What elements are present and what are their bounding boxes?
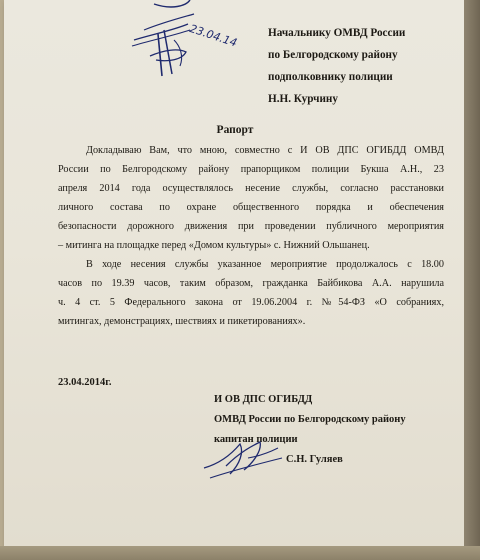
text-line: России по Белгородскому району прапорщиком полиции Букша А.Н., 23	[58, 164, 444, 175]
addressee-line: Н.Н. Курчину	[268, 93, 338, 105]
signer-position: И ОВ ДПС ОГИБДД	[214, 394, 313, 405]
paper-shadow-edge	[464, 0, 480, 560]
text-line: часов по 19.39 часов, таким образом, гражданка Байбикова А.А. нарушила	[58, 278, 444, 289]
addressee-line: Начальнику ОМВД России	[268, 27, 406, 39]
signer-department: ОМВД России по Белгородскому району	[214, 414, 406, 425]
resolution-date: 23.04.14	[187, 22, 239, 50]
text-line: безопасности дорожного движения при проведении публичного мероприятия	[58, 221, 444, 232]
signer-signature	[200, 438, 290, 482]
signer-name: С.Н. Гуляев	[286, 454, 343, 465]
paragraph-1	[58, 141, 444, 255]
paragraph-2	[58, 255, 444, 331]
signer-rank: капитан полиции	[214, 434, 298, 445]
resolution-signature	[124, 0, 264, 80]
text-line: митингах, демонстрациях, шествиях и пикетированиях».	[58, 316, 306, 327]
text-line: В ходе несения службы указанное мероприятие продолжалось с 18.00	[86, 259, 444, 270]
addressee-block	[268, 22, 468, 110]
text-line: ч. 4 ст. 5 Федерального закона от 19.06.2004 г. №54-ФЗ «О собраниях,	[58, 297, 444, 308]
text-line: Докладываю Вам, что мною, совместно с И ОВ ДПС ОГИБДД ОМВД	[86, 145, 444, 156]
document-page	[4, 0, 466, 548]
text-line: апреля 2014 года осуществлялось несение службы, согласно расстановки	[58, 183, 444, 194]
text-line: личного состава по охране общественного порядка и обеспечения	[58, 202, 444, 213]
text-line: – митинга на площадке перед «Домом культуры» с. Нижний Ольшанец.	[58, 240, 370, 251]
table-surface	[0, 546, 480, 560]
addressee-line: подполковнику полиции	[268, 71, 393, 83]
document-title: Рапорт	[216, 124, 254, 136]
addressee-line: по Белгородскому району	[268, 49, 398, 61]
report-date: 23.04.2014г.	[58, 377, 112, 388]
